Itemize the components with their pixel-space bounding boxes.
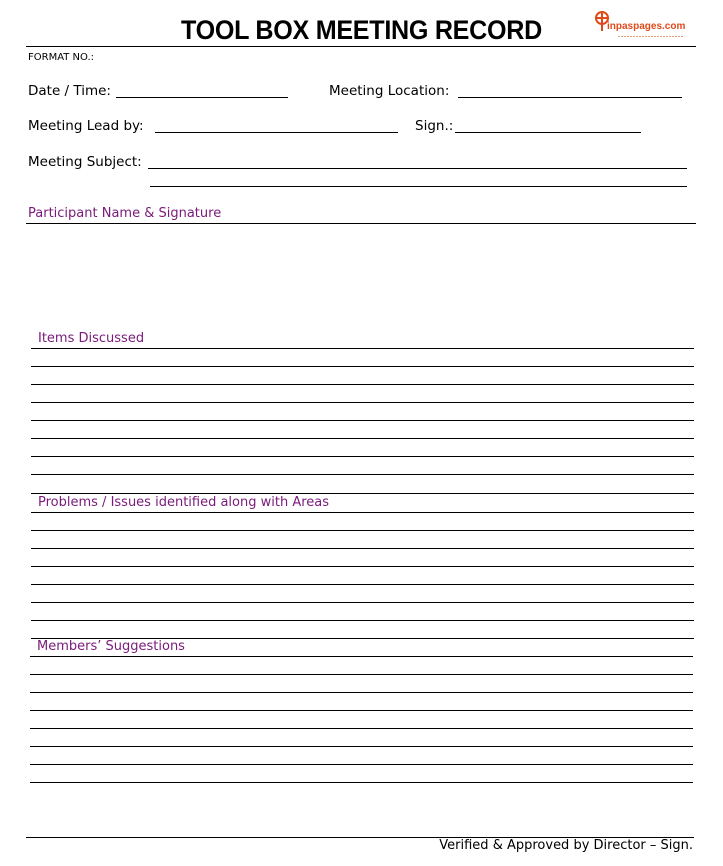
problems-line[interactable] (31, 584, 694, 585)
problems-line[interactable] (31, 620, 694, 621)
suggestions-line[interactable] (30, 656, 693, 657)
suggestions-line[interactable] (30, 674, 693, 675)
meeting-location-field[interactable] (458, 83, 682, 98)
problems-line[interactable] (31, 602, 694, 603)
suggestions-line[interactable] (30, 764, 693, 765)
items-line[interactable] (31, 366, 694, 367)
items-line[interactable] (31, 438, 694, 439)
verified-approved-label: Verified & Approved by Director – Sign. (439, 838, 693, 853)
items-line[interactable] (31, 456, 694, 457)
items-line[interactable] (31, 493, 694, 494)
participants-area[interactable] (26, 224, 696, 324)
meeting-subject-field-line-2[interactable] (150, 172, 687, 187)
logo-tagline-icon (618, 35, 684, 38)
participants-heading: Participant Name & Signature (28, 206, 222, 221)
items-line[interactable] (31, 348, 694, 349)
meeting-lead-field[interactable] (155, 118, 398, 133)
title-underline (26, 46, 696, 47)
logo-text: inpaspages.com (607, 21, 686, 32)
meeting-subject-label: Meeting Subject: (28, 154, 142, 170)
format-number-label: FORMAT NO.: (28, 52, 95, 63)
date-time-field[interactable] (116, 83, 288, 98)
problems-line[interactable] (31, 530, 694, 531)
items-line[interactable] (31, 420, 694, 421)
suggestions-line[interactable] (30, 728, 693, 729)
items-discussed-heading: Items Discussed (38, 331, 145, 346)
suggestions-line[interactable] (30, 746, 693, 747)
problems-heading: Problems / Issues identified along with Areas (38, 495, 330, 510)
items-line[interactable] (31, 402, 694, 403)
page-title: TOOL BOX MEETING RECORD (181, 15, 542, 45)
items-line[interactable] (31, 474, 694, 475)
meeting-subject-field-line-1[interactable] (148, 154, 687, 169)
suggestions-line[interactable] (30, 782, 693, 783)
sign-field[interactable] (455, 118, 641, 133)
problems-line[interactable] (31, 566, 694, 567)
logo (594, 10, 694, 42)
items-line[interactable] (31, 384, 694, 385)
problems-line[interactable] (31, 512, 694, 513)
meeting-lead-label: Meeting Lead by: (28, 118, 144, 134)
sign-label: Sign.: (415, 118, 454, 134)
suggestions-line[interactable] (30, 692, 693, 693)
suggestions-heading: Members’ Suggestions (37, 639, 185, 654)
suggestions-line[interactable] (30, 710, 693, 711)
problems-line[interactable] (31, 548, 694, 549)
meeting-location-label: Meeting Location: (329, 83, 450, 99)
date-time-label: Date / Time: (28, 83, 111, 99)
